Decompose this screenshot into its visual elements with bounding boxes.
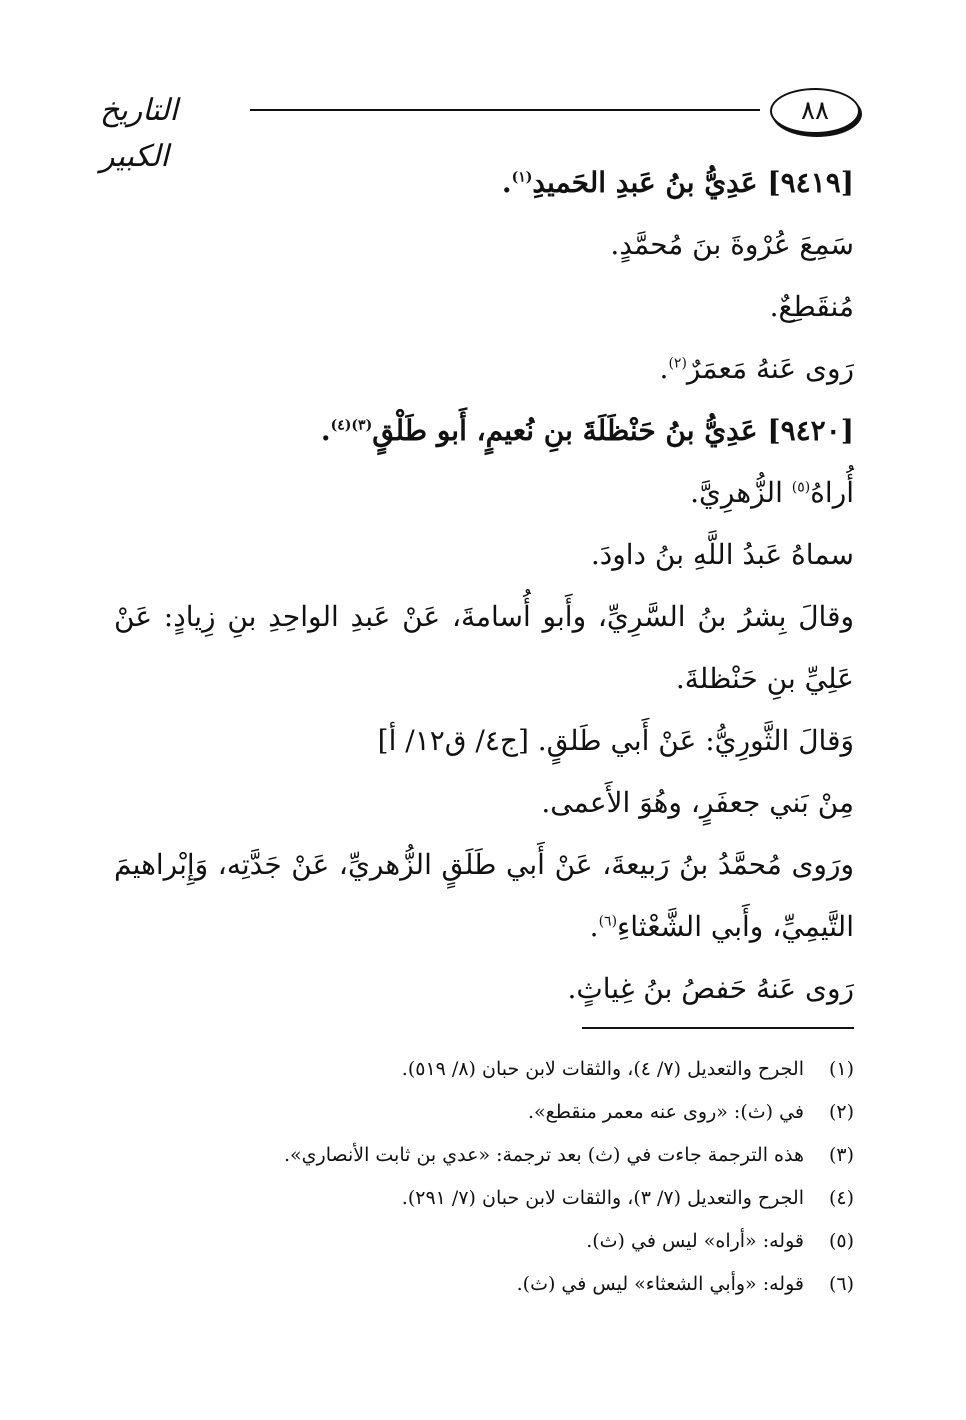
entry-line: مِنْ بَني جعفَرٍ، وهُوَ الأَعمى. [541,786,854,819]
footnote-number: (٥) [828,1230,854,1252]
footnote-marker: (٦) [598,913,618,930]
page-header [100,88,860,174]
footnote-text: الجرح والتعديل (٧/ ٤)، والثقات لابن حبان (٨/ ٥١٩). [401,1058,804,1080]
entry-paragraph: وقالَ بِشرُ بنُ السَّرِيِّ، وأَبو أُسامةَ، عَنْ عَبدِ الواحِدِ بنِ زِيادٍ: عَنْ عَلِيِّ بنِ حَنْظلةَ. [114,600,854,695]
entry-heading: [٩٤٢٠] عَدِيُّ بنُ حَنْظَلَةَ بنِ نُعيمٍ، أَبو طَلْقٍ$^{(٣)(٤)}$. [320,414,854,447]
footnote-marker: (١) [511,169,533,186]
footnote-marker: (٢) [668,355,687,372]
footnote [114,1091,854,1134]
footnote-text: قوله: «أراه» ليس في (ث). [586,1230,804,1252]
footnote-text: هذه الترجمة جاءت في (ث) بعد ترجمة: «عدي بن ثابت الأنصاري». [283,1144,804,1166]
header-rule [250,109,760,111]
entry-line: سماهُ عَبدُ اللَّهِ بنُ داودَ. [590,538,854,571]
entry-line: وَقالَ الثَّورِيُّ: عَنْ أَبي طَلقٍ. [ج٤/ ق١٢/ أ] [377,724,854,757]
footnote-number: (٣) [828,1144,854,1166]
entry-line: مُنقَطِعٌ. [769,290,854,323]
footnote-marker: (٥) [791,479,811,496]
entry-line: رَوى عَنهُ مَعمَرٌ$^{(٢)}$. [659,352,854,385]
footnote [114,1134,854,1177]
footnotes [114,1048,854,1306]
entry-paragraph: ورَوى مُحمَّدُ بنُ رَبيعةَ، عَنْ أَبي طَلَقٍ الزُّهريِّ، عَنْ جَدَّتِه، وَإِبْراهيمَ التَّيمِيِّ، وأَبي الشَّعْثاءِ$^{(٦)}$. [114,848,854,943]
footnote-number: (٤) [828,1187,854,1209]
footnote [114,1177,854,1220]
footnote-number: (٢) [828,1101,854,1123]
footnote-marker: (٣)(٤) [330,417,373,434]
entry-line: سَمِعَ عُرْوةَ بنَ مُحمَّدٍ. [610,228,854,261]
footnote-text: الجرح والتعديل (٧/ ٣)، والثقات لابن حبان (٧/ ٢٩١). [401,1187,804,1209]
footnote-number: (٦) [828,1273,854,1295]
page-number-badge: ٨٨ [770,88,860,134]
footnote-text: قوله: «وأبي الشعثاء» ليس في (ث). [516,1273,804,1295]
entry-heading: [٩٤١٩] عَدِيُّ بنُ عَبدِ الحَميدِ$^{(١)}$. [501,166,854,199]
footnote [114,1263,854,1306]
entry-line: أُراهُ$^{(٥)}$ الزُّهرِيَّ. [690,476,854,509]
entry-line: رَوى عَنهُ حَفصُ بنُ غِياثٍ. [567,972,854,1005]
footnote-separator [582,1027,854,1029]
footnote-number: (١) [828,1058,854,1080]
footnote [114,1220,854,1263]
running-title: التاريخ الكبير [100,93,178,174]
main-text [114,152,854,1020]
footnote [114,1048,854,1091]
footnote-text: في (ث): «روى عنه معمر منقطع». [527,1101,804,1123]
